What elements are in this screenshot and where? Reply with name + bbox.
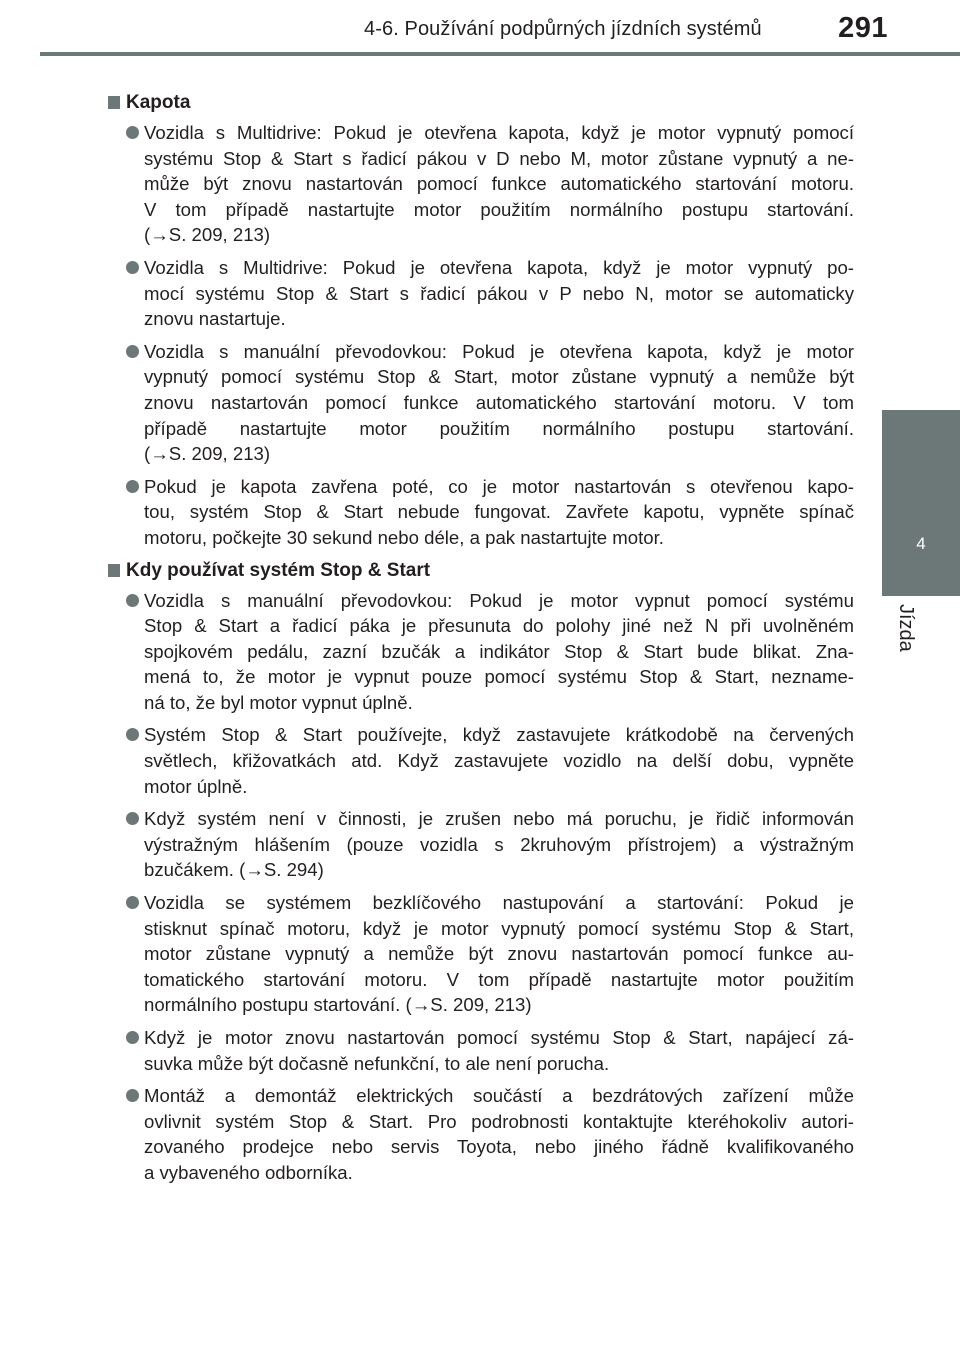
text-line: zovaného prodejce nebo servis Toyota, nebo jiného řádně kvalifikovaného <box>144 1136 854 1158</box>
text-line: výstražným hlášením (pouze vozidla s 2kruhovým přístrojem) a výstražným <box>144 833 854 855</box>
text-line: stisknut spínač motoru, když je motor vypnutý pomocí systému Stop & Start, <box>144 917 854 939</box>
text-line: Pokud je kapota zavřena poté, co je motor nastartován s otevřenou kapo- <box>144 475 854 497</box>
list-item <box>108 120 854 248</box>
text-line: tomatického startování motoru. V tom případě nastartujte motor použitím <box>144 968 854 990</box>
text-line: vypnutý pomocí systému Stop & Start, motor zůstane vypnutý a nemůže být <box>144 366 854 388</box>
text-line: mocí systému Stop & Start s řadicí pákou v P nebo N, motor se automaticky <box>144 282 854 304</box>
section-heading <box>108 558 854 584</box>
text-line: V tom případě nastartujte motor použitím normálního postupu startování. <box>144 198 854 220</box>
text-line: systému Stop & Start s řadicí pákou v D nebo M, motor zůstane vypnutý a ne- <box>144 147 854 169</box>
list-item <box>108 806 854 883</box>
section-heading-text: Kapota <box>126 92 191 113</box>
round-bullet-icon <box>126 1089 139 1102</box>
list-item <box>108 1025 854 1076</box>
text-line: Když je motor znovu nastartován pomocí systému Stop & Start, napájecí zá- <box>144 1027 854 1048</box>
text-line: (→S. 209, 213) <box>144 224 271 246</box>
square-bullet-icon <box>108 96 120 109</box>
text-line: ná to, že byl motor vypnut úplně. <box>144 691 413 713</box>
text-line: Vozidla se systémem bezklíčového nastupování a startování: Pokud je <box>144 892 854 914</box>
bullet-list <box>108 588 854 1186</box>
page-body <box>108 90 854 1193</box>
text-line: znovu nastartuje. <box>144 308 286 330</box>
text-line: suvka může být dočasně nefunkční, to ale není porucha. <box>144 1052 610 1074</box>
page-number: 291 <box>838 12 888 44</box>
chapter-label-text: Jízda <box>895 604 917 652</box>
header-rule <box>40 52 960 56</box>
text-line: Montáž a demontáž elektrických součástí a bezdrátových zařízení může <box>144 1085 854 1107</box>
text-line: motoru, počkejte 30 sekund nebo déle, a pak nastartujte motor. <box>144 526 664 548</box>
bullet-list <box>108 120 854 551</box>
list-item <box>108 722 854 799</box>
chapter-tab-number: 4 <box>916 534 926 553</box>
round-bullet-icon <box>126 480 139 493</box>
section <box>108 90 854 551</box>
text-line: případě nastartujte motor použitím normálního postupu startování. <box>144 417 854 439</box>
list-item <box>108 890 854 1018</box>
text-line: motor zůstane vypnutý a nemůže být znovu nastartován pomocí funkce au- <box>144 943 854 965</box>
text-line: Vozidla s manuální převodovkou: Pokud je otevřena kapota, když je motor <box>144 340 854 362</box>
section-heading-text: Kdy používat systém Stop & Start <box>126 559 431 581</box>
round-bullet-icon <box>126 594 139 607</box>
round-bullet-icon <box>126 1031 139 1044</box>
text-line: Vozidla s Multidrive: Pokud je otevřena kapota, když je motor vypnutý po- <box>144 256 854 278</box>
list-item <box>108 339 854 467</box>
round-bullet-icon <box>126 812 139 825</box>
text-line: (→S. 209, 213) <box>144 443 271 465</box>
section <box>108 558 854 1186</box>
square-bullet-icon <box>108 564 120 577</box>
text-line: motor úplně. <box>144 775 248 797</box>
text-line: Systém Stop & Start používejte, když zastavujete krátkodobě na červených <box>144 724 854 746</box>
text-line: Vozidla s manuální převodovkou: Pokud je motor vypnut pomocí systému <box>144 589 854 611</box>
round-bullet-icon <box>126 896 139 909</box>
text-line: Vozidla s Multidrive: Pokud je otevřena kapota, když je motor vypnutý pomocí <box>144 122 854 143</box>
text-line: může být znovu nastartován pomocí funkce automatického startování motoru. <box>144 173 854 195</box>
text-line: Stop & Start a řadicí páka je přesunuta do polohy jiné než N při uvolněném <box>144 615 854 637</box>
section-heading <box>108 90 854 116</box>
text-line: ovlivnit systém Stop & Start. Pro podrobnosti kontaktujte kteréhokoliv autori- <box>144 1110 854 1132</box>
list-item <box>108 588 854 716</box>
text-line: bzučákem. (→S. 294) <box>144 859 324 881</box>
round-bullet-icon <box>126 261 139 274</box>
text-line: znovu nastartován pomocí funkce automatického startování motoru. V tom <box>144 391 854 413</box>
list-item <box>108 255 854 332</box>
round-bullet-icon <box>126 345 139 358</box>
running-header: 4-6. Používání podpůrných jízdních systémů <box>364 18 762 40</box>
round-bullet-icon <box>126 728 139 741</box>
chapter-tab-label <box>894 604 924 694</box>
text-line: tou, systém Stop & Start nebude fungovat. Zavřete kapotu, vypněte spínač <box>144 501 854 523</box>
text-line: mená to, že motor je vypnut pouze pomocí systému Stop & Start, nezname- <box>144 666 854 688</box>
text-line: světlech, křižovatkách atd. Když zastavujete vozidlo na delší dobu, vypněte <box>144 750 854 772</box>
list-item <box>108 474 854 551</box>
text-line: Když systém není v činnosti, je zrušen nebo má poruchu, je řidič informován <box>144 808 854 830</box>
text-line: a vybaveného odborníka. <box>144 1161 353 1183</box>
text-line: normálního postupu startování. (→S. 209, 213) <box>144 994 532 1016</box>
chapter-tab <box>882 410 960 596</box>
list-item <box>108 1083 854 1185</box>
round-bullet-icon <box>126 126 139 139</box>
text-line: spojkovém pedálu, zazní bzučák a indikátor Stop & Start bude blikat. Zna- <box>144 640 854 662</box>
